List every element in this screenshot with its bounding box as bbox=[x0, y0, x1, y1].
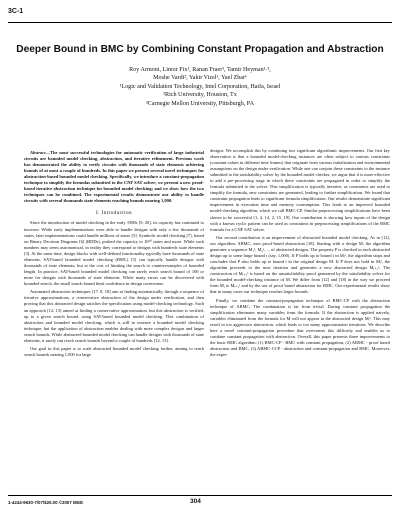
abstract-label: Abstract bbox=[30, 150, 46, 155]
header-rule bbox=[8, 22, 392, 23]
author-block bbox=[0, 66, 400, 108]
page-number: 304 bbox=[190, 498, 201, 505]
footer-rule bbox=[8, 495, 392, 496]
section-heading-introduction: I. Introduction bbox=[96, 210, 132, 217]
body-paragraph: Our second contribution is an improvement of abstracted bounded model checking. As in [12], our algorithm, ABMC, uses proof-based abstraction [18]. Starting with a design M, the algorithm generates a sequence M₁ᵃ, M₂ᵃ, ... of abstracted designs. The property P is checked in each abstracted design up to some large bound t (say, 1,000). If P holds up to bound t in Mᵢᵃ, the algorithm stops and concludes that P also holds up to bound t in the original design M. If P does not hold in Mᵢᵃ, the algorithm proceeds to the next iteration and generates a new abstracted design Mᵢ₊₁ᵃ. The construction of Mᵢ₊₁ᵃ is based on the unsatisfiability proof generated by the satisfiability solver for the bounded model-checking instance of M. We differ from [12] and [18] in the way we proceed from Mᵢ to Mᵢ₊₁ᵃ and by the use of proof based abstraction for BMC. Our experimental results show that in many cases our technique reaches larger bounds. bbox=[210, 235, 390, 295]
body-paragraph: Our goal in this paper is to scale abstracted bounded model checking further, aiming to reach search bounds nearing 1,000 for large bbox=[24, 346, 204, 358]
affiliation-1: ¹Logic and Validation Technology, Intel Corporation, Haifa, Israel bbox=[119, 83, 281, 90]
body-paragraph: Since the introduction of model checking in the early 1980s [9, 20], its capacity has continued to increase. While early implementations were able to handle designs with only a few thousands of states, later implementations could handle millions of states [5]. Symbolic model checking [7], based on Binary Decision Diagrams [6] (BDDs), pushed the capacity to 10²⁰ states and more. While such numbers may seem astronomical, in reality they correspond to designs with hundreds state elements [3]. At the same time, design blocks with well-defined functionality typically have thousands of state elements. SAT-based bounded model checking (BMC) [3] can typically handle designs with thousands of state elements, but at the cost of limiting the search to counterexamples of bounded length. In practice, SAT-based bounded model checking can rarely reach search bound of 100 or more for designs with thousands of state elements. While many errors can be discovered with bounded search, the small search bound limit confidence in design correctness. bbox=[24, 220, 204, 286]
abstract-text: The most successful technologies for automatic verification of large industrial circuits are bounded model checking, abstraction, and iterative refinement. Previous work has demonstrated the ability to verify circuits with thousands of state elements achieving bounds of at most a couple of hundreds. In this paper we present several novel techniques for abstraction-based bounded model checking. Specifically, we introduce a constant-propagation technique to simplify the formulas submitted to the CNF SAT solver; we present a new proof-based iterative abstraction technique for bounded model checking; and we show how the two techniques can be combined. The experimental results demonstrate our ability to handle circuits with several thousands state elements reaching bounds nearing 1,000. bbox=[24, 150, 204, 204]
body-paragraph: Finally, we combine the constant-propagation technique of BMC-CP with the abstraction technique of ABMC. The combination is far from trivial. During constant propagation the simplification eliminates many variables from the formula. If the abstraction is applied naively, variables eliminated from the formula for M will not appear in the abstracted design Mᵢᵃ. This may result in too aggressive abstraction, which leads to too many approximation iterations. We describe here a novel constant-propagation procedure that overcomes this difficulty and enables us to combine constant propagation with abstraction. Overall, this paper presents three improvements to the basic BMC algorithm: (1) BMC-CP - BMC with constant propagation, (2) ABMC - proof based abstraction and BMC, (3) ABMC-CCP - abstraction and constant-propagation and BMC. Moreover, the exper- bbox=[210, 297, 390, 358]
abstract: Abstract—The most successful technologies for automatic verification of large industrial circuits are bounded model checking, abstraction, and iterative refinement. Previous work has demonstrated the ability to verify circuits with thousands of state elements achieving bounds of at most a couple of hundreds. In this paper we present several novel techniques for abstraction-based bounded model checking. Specifically, we introduce a constant-propagation technique to simplify the formulas submitted to the CNF SAT solver; we present a new proof-based iterative abstraction technique for bounded model checking; and we show how the two techniques can be combined. The experimental results demonstrate our ability to handle circuits with several thousands state elements reaching bounds nearing 1,000. bbox=[24, 150, 204, 204]
authors-line-2: Moshe Vardi², Yakir Vizel¹, Yael Zbar¹ bbox=[153, 75, 247, 82]
left-column bbox=[24, 150, 204, 361]
copyright-footer: 1-4244-9630-7/07/$20.00 ©2007 IEEE bbox=[8, 500, 84, 505]
body-paragraph: designs. We accomplish this by combining two significant algorithmic improvements. Our first key observation is that a bounded model-checking instances are often subject to various constraints (constant values in different time frames) that originate from various initialization and environmental assumptions on the design under verification. While one can conjoin these constraints to the instance submitted to the satisfiability solver by the bounded model checker, we argue that it is more effective to add a pre-processing stage in which these constraints are propagated in order to simplify the formula submitted to the solver. This simplification is typically iterative; as constraints are used to simplify the formula, new constraints are generated, leading to further simplification. We found that constraint propagation leads to significant formula simplification. Our results demonstrate significant improvement in execution time and memory consumption. This leads to an improved bounded model-checking algorithm, which we call BMC-CP. Similar preprocessing simplifications have been shown to be successful [1, 4, 14, 2, 15, 19]. Our contribution is showing how inputs of the design with a known cyclic pattern can be used as constraints in preprocessing simplifications of the BMC formula for a CNF SAT solver. bbox=[210, 148, 390, 232]
body-paragraph: Automated abstraction techniques [17, 8, 18] aim at finding automatically, through a sequence of iterative approximations, a conservative abstraction of the design under verification, and then proving that this abstracted design satisfies the specification using model-checking technology. Such an approach [12, 13] aimed at finding a conservative approximation, but this abstraction is verified, up to a given search bound, using SAT-based bounded model checking. This combination of abstraction and bounded model checking, which is still in essence a bounded model checking technique, but the application of abstraction enables dealing with more complex designs and larger search bounds. While abstracted bounded model checking can handle designs with thousands of state elements, it rarely can reach search bounds beyond a couple of hundreds [12, 13]. bbox=[24, 289, 204, 343]
session-label: 3C-1 bbox=[8, 8, 24, 15]
right-column bbox=[210, 148, 390, 361]
paper-title: Deeper Bound in BMC by Combining Constant Propagation and Abstraction bbox=[16, 44, 384, 55]
affiliation-3: ³Carnegie Mellon University, Pittsburgh, PA bbox=[145, 100, 255, 107]
affiliation-2: ²Rich University, Houston, Tx bbox=[163, 92, 237, 99]
authors-line-1: Roy Armoni, Limor Fix¹, Ranan Fraer¹, Tamir Heyman¹·³, bbox=[129, 67, 271, 73]
